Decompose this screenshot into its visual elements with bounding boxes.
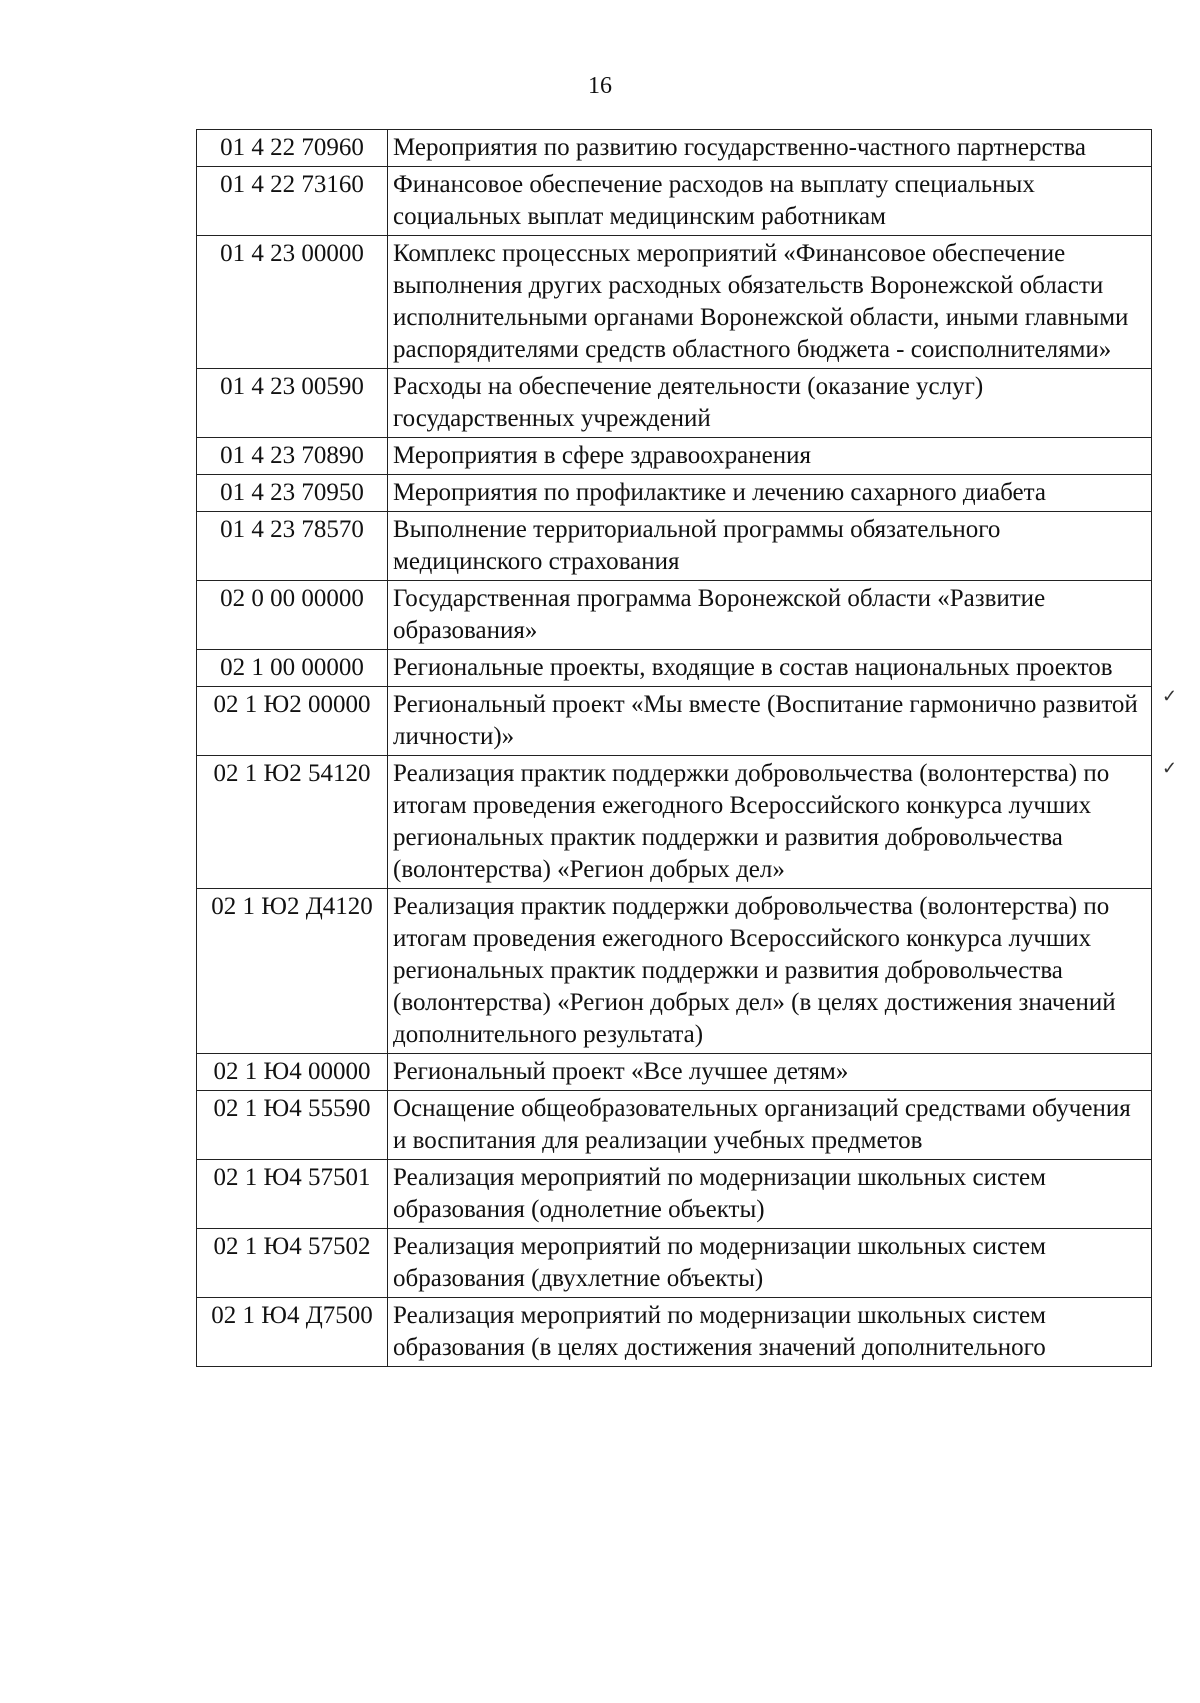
row-description: Комплекс процессных мероприятий «Финансовое обеспечение выполнения других расходных обязательств Воронежской области исполнительными органами Воронежской области, иными главными распорядителями средств областного бюджета - соисполнителями» (388, 236, 1152, 369)
row-description: Региональный проект «Все лучшее детям» (388, 1054, 1152, 1091)
row-description: Реализация практик поддержки добровольчества (волонтерства) по итогам проведения ежегодного Всероссийского конкурса лучших региональных практик поддержки и развития добровольчества (волонтерства) «Регион добрых дел» (388, 756, 1152, 889)
table-row (197, 369, 1152, 438)
row-description: Региональный проект «Мы вместе (Воспитание гармонично развитой личности)» (388, 687, 1152, 756)
row-code: 01 4 22 73160 (197, 167, 388, 236)
row-description: Финансовое обеспечение расходов на выплату специальных социальных выплат медицинским работникам (388, 167, 1152, 236)
row-code: 01 4 23 70950 (197, 475, 388, 512)
row-code: 02 1 Ю4 57502 (197, 1229, 388, 1298)
table-row (197, 1160, 1152, 1229)
row-description: Мероприятия по развитию государственно-частного партнерства (388, 130, 1152, 167)
table-row (197, 167, 1152, 236)
row-description: Реализация практик поддержки добровольчества (волонтерства) по итогам проведения ежегодного Всероссийского конкурса лучших региональных практик поддержки и развития добровольчества (волонтерства) «Регион добрых дел» (в целях достижения значений дополнительного результата) (388, 889, 1152, 1054)
table-row (197, 1229, 1152, 1298)
table-row (197, 650, 1152, 687)
row-code: 02 1 Ю2 Д4120 (197, 889, 388, 1054)
row-description: Мероприятия в сфере здравоохранения (388, 438, 1152, 475)
table-row (197, 512, 1152, 581)
row-code: 02 1 Ю4 57501 (197, 1160, 388, 1229)
row-code: 01 4 23 70890 (197, 438, 388, 475)
table-row (197, 438, 1152, 475)
row-description: Государственная программа Воронежской области «Развитие образования» (388, 581, 1152, 650)
table-row (197, 1054, 1152, 1091)
table-row (197, 889, 1152, 1054)
row-description: Оснащение общеобразовательных организаций средствами обучения и воспитания для реализации учебных предметов (388, 1091, 1152, 1160)
row-code: 01 4 23 00000 (197, 236, 388, 369)
table-row (197, 1091, 1152, 1160)
margin-check-mark: ✓ (1162, 758, 1178, 778)
row-code: 02 1 Ю2 00000 (197, 687, 388, 756)
row-code: 01 4 23 78570 (197, 512, 388, 581)
row-description: Региональные проекты, входящие в состав национальных проектов (388, 650, 1152, 687)
row-code: 01 4 23 00590 (197, 369, 388, 438)
table-row (197, 756, 1152, 889)
budget-classification-table (196, 129, 1152, 1367)
row-code: 02 1 Ю4 00000 (197, 1054, 388, 1091)
table-row (197, 687, 1152, 756)
row-code: 01 4 22 70960 (197, 130, 388, 167)
row-description: Выполнение территориальной программы обязательного медицинского страхования (388, 512, 1152, 581)
row-description: Реализация мероприятий по модернизации школьных систем образования (в целях достижения значений дополнительного (388, 1298, 1152, 1367)
row-code: 02 1 00 00000 (197, 650, 388, 687)
table-row (197, 475, 1152, 512)
margin-check-mark: ✓ (1162, 686, 1178, 706)
row-code: 02 1 Ю4 55590 (197, 1091, 388, 1160)
row-description: Реализация мероприятий по модернизации школьных систем образования (однолетние объекты) (388, 1160, 1152, 1229)
page-number: 16 (588, 73, 612, 99)
row-description: Расходы на обеспечение деятельности (оказание услуг) государственных учреждений (388, 369, 1152, 438)
row-code: 02 1 Ю4 Д7500 (197, 1298, 388, 1367)
row-code: 02 0 00 00000 (197, 581, 388, 650)
table-row (197, 130, 1152, 167)
row-description: Реализация мероприятий по модернизации школьных систем образования (двухлетние объекты) (388, 1229, 1152, 1298)
row-description: Мероприятия по профилактике и лечению сахарного диабета (388, 475, 1152, 512)
table-row (197, 1298, 1152, 1367)
table-row (197, 236, 1152, 369)
row-code: 02 1 Ю2 54120 (197, 756, 388, 889)
table-row (197, 581, 1152, 650)
